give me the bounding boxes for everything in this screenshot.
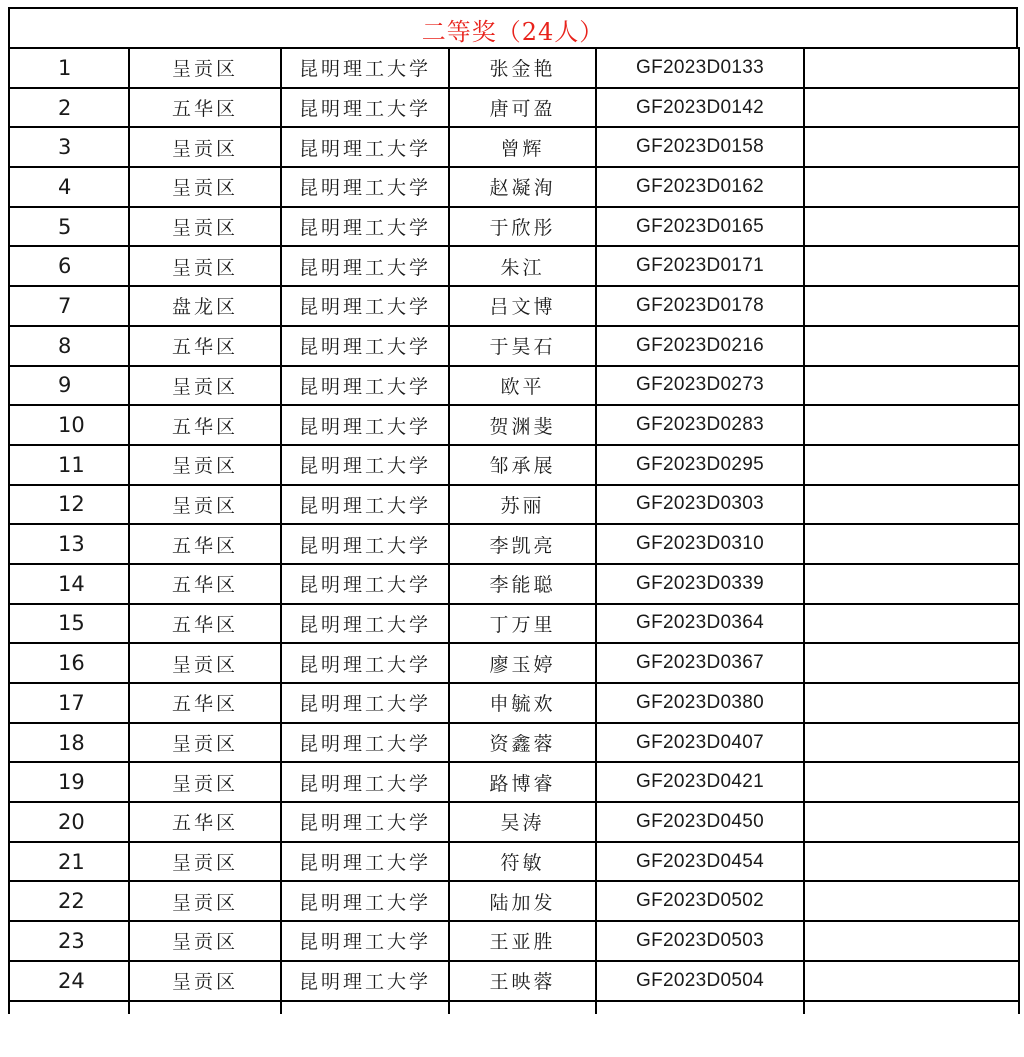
certificate-code-cell: GF2023D0504 — [596, 961, 804, 1001]
student-name-cell: 陆加发 — [449, 881, 596, 921]
stub-cell — [9, 1001, 129, 1014]
certificate-code-cell: GF2023D0380 — [596, 683, 804, 723]
blank-cell — [804, 524, 1019, 564]
school-cell: 昆明理工大学 — [281, 604, 449, 644]
table-row — [9, 604, 1019, 644]
district-cell: 呈贡区 — [129, 723, 281, 763]
table-row — [9, 485, 1019, 525]
school-cell: 昆明理工大学 — [281, 723, 449, 763]
student-name-cell: 丁万里 — [449, 604, 596, 644]
table-row — [9, 207, 1019, 247]
table-row — [9, 48, 1019, 88]
student-name-cell: 王亚胜 — [449, 921, 596, 961]
student-name-cell: 于昊石 — [449, 326, 596, 366]
student-name-cell: 李凯亮 — [449, 524, 596, 564]
table-row — [9, 961, 1019, 1001]
district-cell: 五华区 — [129, 405, 281, 445]
certificate-code-cell: GF2023D0133 — [596, 48, 804, 88]
row-number: 12 — [9, 485, 129, 525]
district-cell: 呈贡区 — [129, 127, 281, 167]
district-cell: 呈贡区 — [129, 485, 281, 525]
award-table-body — [9, 48, 1019, 1001]
student-name-cell: 吕文博 — [449, 286, 596, 326]
row-number: 11 — [9, 445, 129, 485]
row-number: 16 — [9, 643, 129, 683]
table-row — [9, 881, 1019, 921]
table-row-stub — [9, 1001, 1019, 1014]
school-cell: 昆明理工大学 — [281, 961, 449, 1001]
blank-cell — [804, 683, 1019, 723]
row-number: 7 — [9, 286, 129, 326]
row-number: 9 — [9, 366, 129, 406]
table-row — [9, 683, 1019, 723]
row-number: 20 — [9, 802, 129, 842]
blank-cell — [804, 127, 1019, 167]
school-cell: 昆明理工大学 — [281, 485, 449, 525]
table-row — [9, 286, 1019, 326]
row-number: 22 — [9, 881, 129, 921]
certificate-code-cell: GF2023D0502 — [596, 881, 804, 921]
blank-cell — [804, 48, 1019, 88]
blank-cell — [804, 564, 1019, 604]
district-cell: 五华区 — [129, 326, 281, 366]
row-number: 18 — [9, 723, 129, 763]
blank-cell — [804, 485, 1019, 525]
district-cell: 五华区 — [129, 88, 281, 128]
blank-cell — [804, 286, 1019, 326]
student-name-cell: 唐可盈 — [449, 88, 596, 128]
blank-cell — [804, 802, 1019, 842]
school-cell: 昆明理工大学 — [281, 246, 449, 286]
blank-cell — [804, 961, 1019, 1001]
district-cell: 五华区 — [129, 564, 281, 604]
district-cell: 呈贡区 — [129, 366, 281, 406]
blank-cell — [804, 604, 1019, 644]
certificate-code-cell: GF2023D0454 — [596, 842, 804, 882]
row-number: 15 — [9, 604, 129, 644]
certificate-code-cell: GF2023D0450 — [596, 802, 804, 842]
school-cell: 昆明理工大学 — [281, 683, 449, 723]
row-number: 2 — [9, 88, 129, 128]
student-name-cell: 李能聪 — [449, 564, 596, 604]
table-row — [9, 842, 1019, 882]
row-number: 3 — [9, 127, 129, 167]
blank-cell — [804, 326, 1019, 366]
school-cell: 昆明理工大学 — [281, 366, 449, 406]
table-row — [9, 167, 1019, 207]
district-cell: 五华区 — [129, 683, 281, 723]
blank-cell — [804, 207, 1019, 247]
blank-cell — [804, 723, 1019, 763]
school-cell: 昆明理工大学 — [281, 842, 449, 882]
school-cell: 昆明理工大学 — [281, 326, 449, 366]
certificate-code-cell: GF2023D0339 — [596, 564, 804, 604]
certificate-code-cell: GF2023D0171 — [596, 246, 804, 286]
table-row — [9, 326, 1019, 366]
school-cell: 昆明理工大学 — [281, 564, 449, 604]
certificate-code-cell: GF2023D0142 — [596, 88, 804, 128]
student-name-cell: 于欣彤 — [449, 207, 596, 247]
award-sheet — [8, 7, 1018, 1014]
award-table — [8, 47, 1020, 1014]
student-name-cell: 赵凝洵 — [449, 167, 596, 207]
table-row — [9, 88, 1019, 128]
table-row — [9, 127, 1019, 167]
row-number: 5 — [9, 207, 129, 247]
district-cell: 呈贡区 — [129, 762, 281, 802]
blank-cell — [804, 405, 1019, 445]
award-title: 二等奖（24人） — [8, 7, 1018, 47]
school-cell: 昆明理工大学 — [281, 207, 449, 247]
district-cell: 呈贡区 — [129, 167, 281, 207]
student-name-cell: 路博睿 — [449, 762, 596, 802]
school-cell: 昆明理工大学 — [281, 802, 449, 842]
certificate-code-cell: GF2023D0503 — [596, 921, 804, 961]
table-row — [9, 246, 1019, 286]
school-cell: 昆明理工大学 — [281, 286, 449, 326]
table-row — [9, 643, 1019, 683]
stub-cell — [596, 1001, 804, 1014]
table-row — [9, 366, 1019, 406]
blank-cell — [804, 881, 1019, 921]
table-row — [9, 524, 1019, 564]
school-cell: 昆明理工大学 — [281, 762, 449, 802]
district-cell: 呈贡区 — [129, 445, 281, 485]
table-row — [9, 564, 1019, 604]
certificate-code-cell: GF2023D0407 — [596, 723, 804, 763]
student-name-cell: 资鑫蓉 — [449, 723, 596, 763]
blank-cell — [804, 643, 1019, 683]
certificate-code-cell: GF2023D0310 — [596, 524, 804, 564]
certificate-code-cell: GF2023D0178 — [596, 286, 804, 326]
student-name-cell: 贺渊斐 — [449, 405, 596, 445]
district-cell: 呈贡区 — [129, 881, 281, 921]
district-cell: 五华区 — [129, 604, 281, 644]
student-name-cell: 申毓欢 — [449, 683, 596, 723]
school-cell: 昆明理工大学 — [281, 643, 449, 683]
table-continuation — [9, 1001, 1019, 1014]
district-cell: 呈贡区 — [129, 246, 281, 286]
row-number: 17 — [9, 683, 129, 723]
district-cell: 呈贡区 — [129, 842, 281, 882]
blank-cell — [804, 366, 1019, 406]
row-number: 1 — [9, 48, 129, 88]
blank-cell — [804, 246, 1019, 286]
certificate-code-cell: GF2023D0216 — [596, 326, 804, 366]
school-cell: 昆明理工大学 — [281, 921, 449, 961]
blank-cell — [804, 842, 1019, 882]
student-name-cell: 邹承展 — [449, 445, 596, 485]
stub-cell — [129, 1001, 281, 1014]
blank-cell — [804, 167, 1019, 207]
district-cell: 呈贡区 — [129, 48, 281, 88]
row-number: 8 — [9, 326, 129, 366]
school-cell: 昆明理工大学 — [281, 405, 449, 445]
row-number: 19 — [9, 762, 129, 802]
student-name-cell: 张金艳 — [449, 48, 596, 88]
blank-cell — [804, 762, 1019, 802]
certificate-code-cell: GF2023D0165 — [596, 207, 804, 247]
table-row — [9, 445, 1019, 485]
row-number: 13 — [9, 524, 129, 564]
stub-cell — [281, 1001, 449, 1014]
student-name-cell: 符敏 — [449, 842, 596, 882]
student-name-cell: 王映蓉 — [449, 961, 596, 1001]
student-name-cell: 吴涛 — [449, 802, 596, 842]
district-cell: 盘龙区 — [129, 286, 281, 326]
certificate-code-cell: GF2023D0421 — [596, 762, 804, 802]
table-row — [9, 723, 1019, 763]
certificate-code-cell: GF2023D0162 — [596, 167, 804, 207]
table-row — [9, 921, 1019, 961]
certificate-code-cell: GF2023D0367 — [596, 643, 804, 683]
row-number: 4 — [9, 167, 129, 207]
district-cell: 呈贡区 — [129, 961, 281, 1001]
blank-cell — [804, 445, 1019, 485]
district-cell: 呈贡区 — [129, 207, 281, 247]
row-number: 6 — [9, 246, 129, 286]
certificate-code-cell: GF2023D0158 — [596, 127, 804, 167]
blank-cell — [804, 88, 1019, 128]
student-name-cell: 苏丽 — [449, 485, 596, 525]
table-row — [9, 405, 1019, 445]
certificate-code-cell: GF2023D0303 — [596, 485, 804, 525]
row-number: 24 — [9, 961, 129, 1001]
district-cell: 五华区 — [129, 524, 281, 564]
school-cell: 昆明理工大学 — [281, 524, 449, 564]
school-cell: 昆明理工大学 — [281, 127, 449, 167]
stub-cell — [449, 1001, 596, 1014]
row-number: 23 — [9, 921, 129, 961]
school-cell: 昆明理工大学 — [281, 88, 449, 128]
row-number: 21 — [9, 842, 129, 882]
student-name-cell: 曾辉 — [449, 127, 596, 167]
student-name-cell: 欧平 — [449, 366, 596, 406]
district-cell: 呈贡区 — [129, 643, 281, 683]
school-cell: 昆明理工大学 — [281, 167, 449, 207]
certificate-code-cell: GF2023D0283 — [596, 405, 804, 445]
student-name-cell: 朱江 — [449, 246, 596, 286]
school-cell: 昆明理工大学 — [281, 881, 449, 921]
blank-cell — [804, 921, 1019, 961]
district-cell: 五华区 — [129, 802, 281, 842]
school-cell: 昆明理工大学 — [281, 48, 449, 88]
certificate-code-cell: GF2023D0364 — [596, 604, 804, 644]
certificate-code-cell: GF2023D0295 — [596, 445, 804, 485]
student-name-cell: 廖玉婷 — [449, 643, 596, 683]
table-row — [9, 762, 1019, 802]
row-number: 10 — [9, 405, 129, 445]
district-cell: 呈贡区 — [129, 921, 281, 961]
school-cell: 昆明理工大学 — [281, 445, 449, 485]
row-number: 14 — [9, 564, 129, 604]
certificate-code-cell: GF2023D0273 — [596, 366, 804, 406]
stub-cell — [804, 1001, 1019, 1014]
table-row — [9, 802, 1019, 842]
